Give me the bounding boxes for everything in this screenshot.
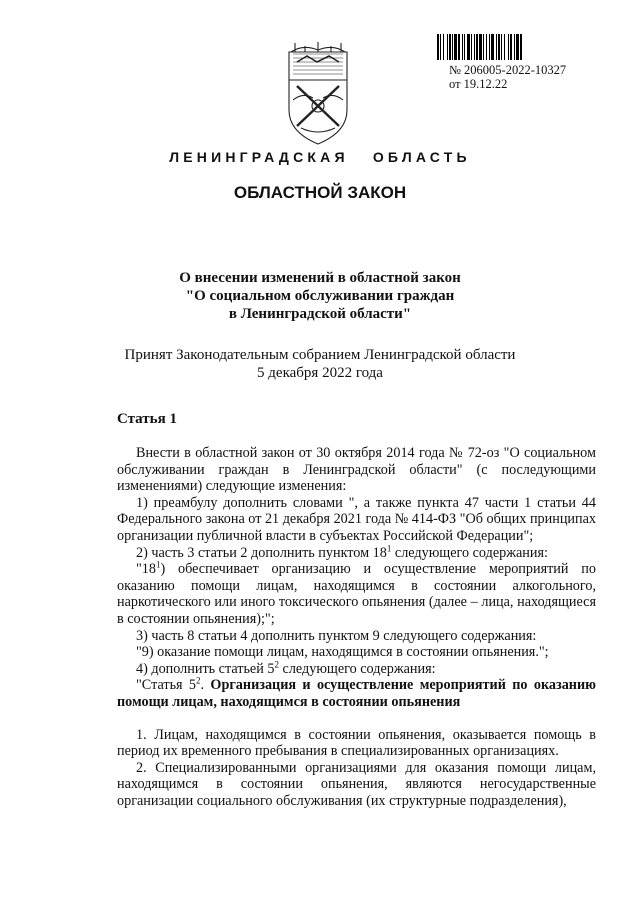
law-title-line: О внесении изменений в областной закон	[179, 270, 461, 286]
amendment-item-2-text	[117, 561, 596, 627]
text-fragment: следующего содержания:	[391, 544, 548, 561]
paragraph-1: 1. Лицам, находящимся в состоянии опьянения, оказывается помощь в период их временного пребывания в специализированных организациях.	[117, 726, 596, 760]
superscript: 1	[386, 542, 392, 553]
law-type-heading: ОБЛАСТНОЙ ЗАКОН	[233, 183, 407, 202]
law-title-line: "О социальном обслуживании граждан	[185, 288, 455, 304]
amendment-item-3-text: "9) оказание помощи лицам, находящимся в состоянии опьянения.";	[136, 644, 549, 661]
amendment-item-2	[117, 542, 596, 562]
text-fragment: ) обеспечивает организацию и осуществление мероприятий по оказанию помощи лицам, находящимся в состоянии алкогольного, наркотического или иного токсического опьянения (далее – лица, находящиеся в состоянии опьянения);";	[117, 561, 596, 627]
region-heading: ЛЕНИНГРАДСКАЯ ОБЛАСТЬ	[169, 149, 471, 165]
law-body	[117, 445, 596, 809]
text-fragment: "18	[136, 561, 156, 578]
text-fragment: следующего содержания:	[278, 660, 436, 677]
superscript: 1	[155, 559, 161, 570]
paragraph-2: 2. Специализированными организациями для оказания помощи лицам, находящимся в состоянии опьянения, являются негосударственные организации социального обслуживания (их структурные подразделения),	[117, 759, 596, 809]
law-title	[0, 269, 640, 323]
barcode-bar	[522, 34, 523, 60]
barcode	[437, 34, 586, 60]
text-fragment: "Статья 5	[136, 677, 197, 694]
text-fragment: 4) дополнить статьей 5	[136, 660, 275, 677]
registration-stamp	[449, 63, 566, 91]
adoption-line: Принят Законодательным собранием Ленинградской области	[124, 347, 516, 363]
adoption-note	[0, 346, 640, 382]
amendment-item-3: 3) часть 8 статьи 4 дополнить пунктом 9 следующего содержания:	[136, 627, 537, 644]
superscript: 2	[274, 658, 279, 669]
new-article-heading	[117, 677, 596, 710]
amendment-item-1: 1) преамбулу дополнить словами ", а также пункта 47 части 1 статьи 44 Федерального закона от 21 декабря 2021 года № 414-ФЗ "Об общих принципах организации публичной власти в субъектах Российской Федерации";	[117, 494, 596, 544]
registration-number: № 206005-2022-10327	[449, 63, 567, 77]
text-fragment: .	[200, 677, 205, 694]
law-title-line: в Ленинградской области"	[228, 306, 412, 322]
superscript: 2	[196, 675, 201, 686]
adoption-date: 5 декабря 2022 года	[257, 365, 383, 381]
new-article-title: Организация и осуществление мероприятий по оказанию помощи лицам, находящимся в состоянии опьянения	[117, 677, 596, 710]
intro-paragraph: Внести в областной закон от 30 октября 2014 года № 72-оз "О социальном обслуживании граждан в Ленинградской области" (с последующими изменениями) следующие изменения:	[117, 445, 596, 495]
text-fragment: 2) часть 3 статьи 2 дополнить пунктом 18	[136, 544, 387, 561]
coat-of-arms-emblem	[283, 40, 353, 148]
registration-date: от 19.12.22	[449, 77, 508, 91]
article-heading: Статья 1	[117, 411, 177, 427]
amendment-item-4	[117, 658, 596, 678]
